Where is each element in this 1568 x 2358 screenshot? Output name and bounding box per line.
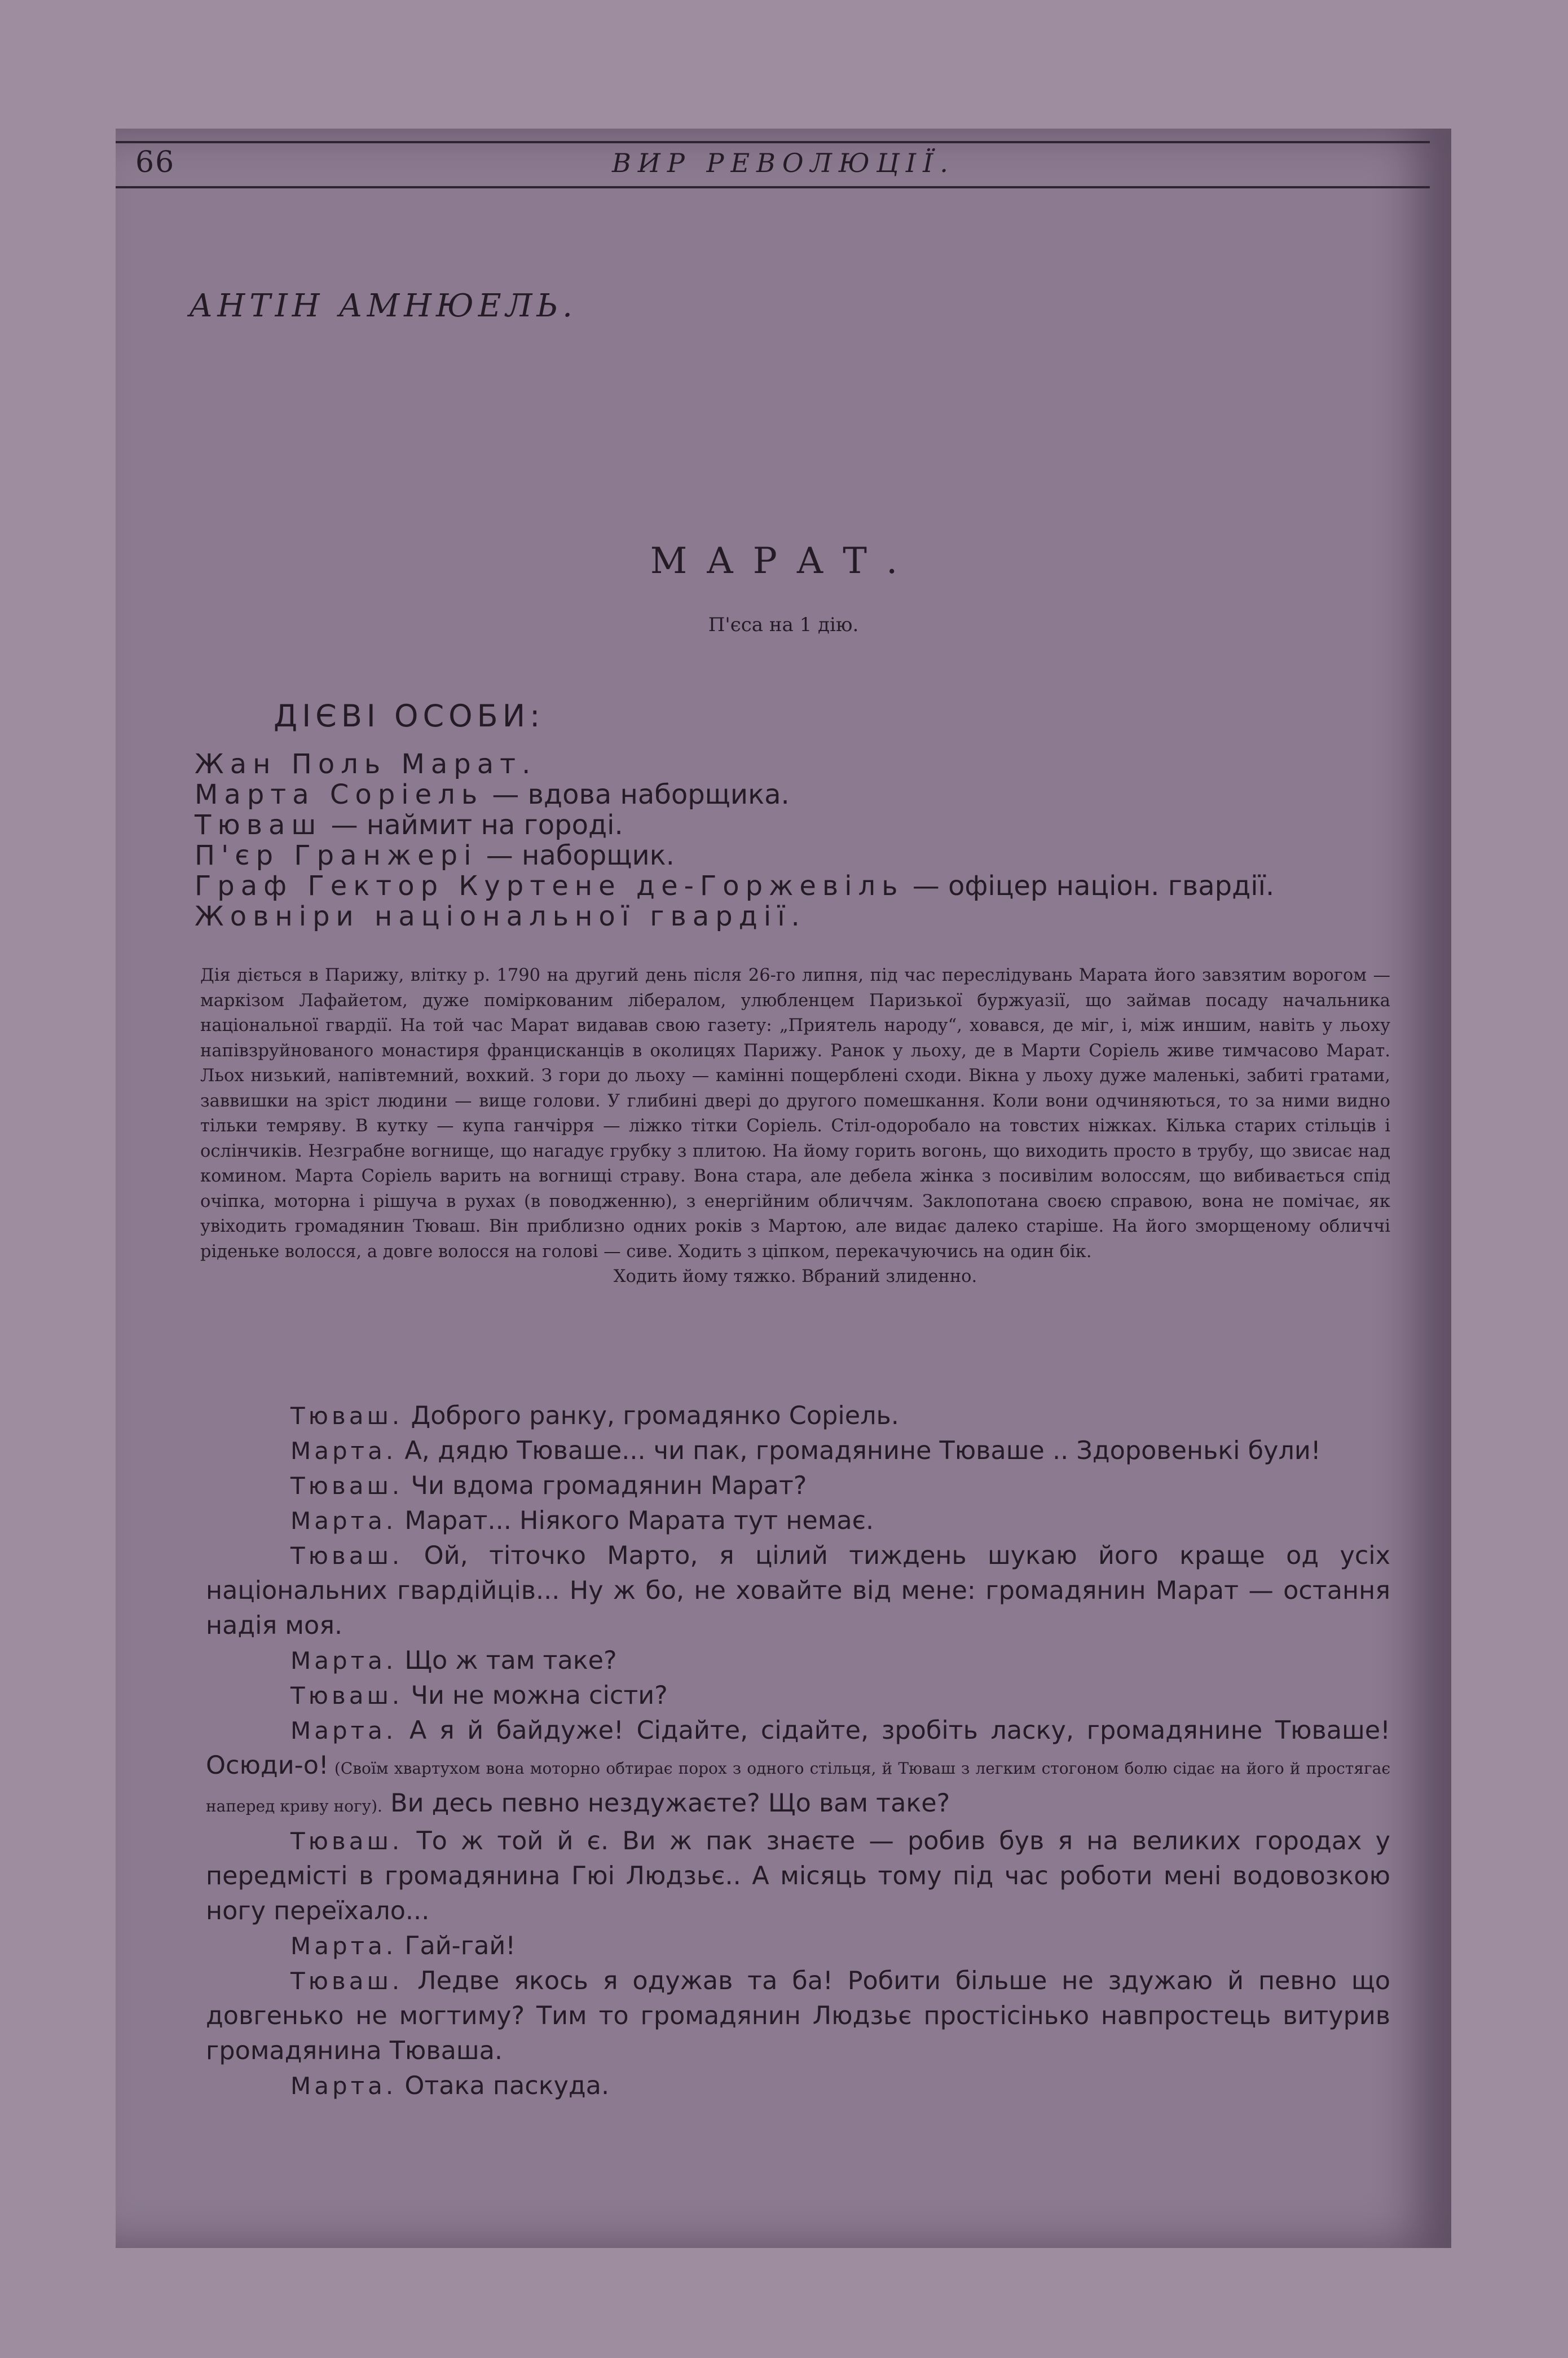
speaker-name: Тюваш. (290, 1682, 403, 1709)
speech-text: Марат... Ніякого Марата тут немає. (397, 1506, 874, 1535)
dialogue-line (206, 1399, 1390, 1434)
stage-direction-text: Дія діється в Парижу, влітку р. 1790 на другий день після 26-го липня, під час переслідувань Марата його завзятим ворогом — маркізом Лафайетом, дуже поміркованим лібералом, улюбленцем Паризької буржуазії, що займав посаду начальника національної гвардії. На той час Марат видавав свою газету: „Приятель народу“, ховався, де міг, і, між иншим, навіть у льоху напівзруйнованого монастиря францисканців в околицях Парижу. Ранок у льоху, де в Марти Соріель живе тимчасово Марат. Льох низький, напівтемний, вохкий. З гори до льоху — камінні пощерблені сходи. Вікна у льоху дуже маленькі, забиті гратами, заввишки на зріст людини — вище голови. У глибині двері до другого помешкання. Коли вони одчиняються, то за ними видно тільки темряву. В кутку — купа ганчірря — ліжко тітки Соріель. Стіл-одоробало на товстих ніжках. Кілька старих стільців і ослінчиків. Незграбне вогнище, що нагадує грубку з плитою. На йому горить вогонь, що виходить просто в трубу, що звисає над комином. Марта Соріель варить на вогнищі страву. Вона стара, але дебела жінка з посивілим волоссям, що вибивається спід очіпка, моторна і рішуча в рухах (в поводженню), з енергійним обличчям. Заклопотана своєю справою, вона не помічає, як увіходить громадянин Тюваш. Він приблизно одних років з Мартою, але видає далеко старіше. На його зморщеному обличчі ріденьке волосся, а довге волосся на голові — сиве. Ходить з ціпком, перекачуючись на один бік. (200, 966, 1390, 1262)
stage-direction-last-line: Ходить йому тяжко. Вбраний злиденно. (613, 1267, 977, 1286)
header-rule-top (116, 141, 1430, 143)
speech-text: Ой, тіточко Марто, я цілий тиждень шукаю його краще од усіх національних гвардійців... Ну ж бо, не ховайте від мене: громадянин Марат — остання надія моя. (206, 1541, 1390, 1640)
speaker-name: Тюваш. (290, 1967, 403, 1995)
running-title: ВИР РЕВОЛЮЦІЇ. (612, 148, 955, 178)
speaker-name: Марта. (290, 1647, 397, 1674)
speaker-name: Марта. (290, 1932, 397, 1960)
speech-text: Отака паскуда. (397, 2071, 610, 2100)
speaker-name: Тюваш. (290, 1472, 403, 1500)
cast-list (195, 749, 1435, 932)
cast-role: — офіцер націон. гвардії. (904, 870, 1275, 902)
speech-text-continued: Ви десь певно нездужаєте? Що вам таке? (382, 1789, 950, 1818)
speech-text: Доброго ранку, громадянко Соріель. (403, 1401, 899, 1430)
speaker-name: Марта. (290, 1437, 397, 1465)
cast-name: Жан Поль Марат. (195, 748, 537, 780)
speaker-name: Тюваш. (290, 1402, 403, 1430)
speaker-name: Тюваш. (290, 1827, 403, 1855)
dialogue-line (206, 1678, 1390, 1713)
cast-item (195, 871, 1435, 901)
cast-name: Марта Соріель (195, 779, 484, 810)
cast-name: Тюваш (195, 809, 323, 841)
speaker-name: Марта. (290, 1717, 397, 1744)
cast-name: Граф Гектор Куртене де-Горжевіль (195, 870, 904, 902)
cast-item (195, 810, 1435, 840)
speech-text: Ледве якось я одужав та ба! Робити більше не здужаю й певно що довгенько не могтиму? Тим то громадянин Людзьє простісінько навпростець витурив громадянина Тюваша. (206, 1967, 1390, 2065)
author-name: АНТІН АМНЮЕЛЬ. (189, 288, 577, 324)
cast-item (195, 840, 1435, 871)
speech-text: Чи вдома громадянин Марат? (403, 1471, 807, 1500)
speech-text: Що ж там таке? (397, 1646, 617, 1675)
cast-role: — вдова наборщика. (483, 779, 790, 810)
play-title: МАРАТ. (650, 540, 917, 582)
speech-text: А я й байдуже! Сідайте, сідайте, зробіть ласку, громадянине Тюваше! Осюди-о! (206, 1716, 1390, 1780)
cast-name: Жовніри національної гвардії. (195, 901, 806, 932)
speaker-name: Тюваш. (290, 1542, 403, 1570)
speech-text: Гай-гай! (397, 1932, 516, 1960)
page-header (116, 129, 1430, 185)
page-number: 66 (135, 146, 175, 179)
speech-text: То ж той й є. Ви ж пак знаєте — робив був я на великих городах у передмісті в громадянина Гюі Людзьє.. А місяць тому під час роботи мені водовозкою ногу переїхало... (206, 1827, 1390, 1925)
dialogue (206, 1399, 1390, 2104)
book-page (116, 129, 1451, 2248)
cast-item (195, 749, 1435, 779)
dialogue-line (206, 1713, 1390, 1824)
dialogue-line (206, 1504, 1390, 1539)
inline-stage-direction: (Своїм хвартухом вона моторно обтирає порох з одного стільця, й Тюваш з легким стогоном болю сідає на його й простягає наперед криву ногу). (206, 1759, 1390, 1815)
cast-role: — наборщик. (477, 840, 675, 871)
speaker-name: Марта. (290, 2072, 397, 2100)
speech-text: Чи не можна сісти? (403, 1681, 668, 1710)
opening-stage-direction (200, 963, 1390, 1290)
cast-name: П'єр Гранжері (195, 840, 478, 871)
dialogue-line (206, 1964, 1390, 2069)
speech-text: А, дядю Тюваше... чи пак, громадянине Тюваше .. Здоровенькі були! (397, 1436, 1321, 1465)
cast-item (195, 901, 1435, 932)
play-subtitle: П'єса на 1 дію. (708, 614, 859, 636)
header-rule-bottom (116, 186, 1430, 188)
cast-item (195, 779, 1435, 810)
dialogue-line (206, 1469, 1390, 1504)
dramatis-personae-heading: ДІЄВІ ОСОБИ: (274, 698, 545, 734)
dialogue-line (206, 1434, 1390, 1469)
dialogue-line (206, 2069, 1390, 2104)
dialogue-line (206, 1539, 1390, 1643)
speaker-name: Марта. (290, 1507, 397, 1535)
dialogue-line (206, 1929, 1390, 1964)
dialogue-line (206, 1643, 1390, 1678)
dialogue-line (206, 1824, 1390, 1929)
cast-role: — наймит на городі. (322, 809, 623, 841)
